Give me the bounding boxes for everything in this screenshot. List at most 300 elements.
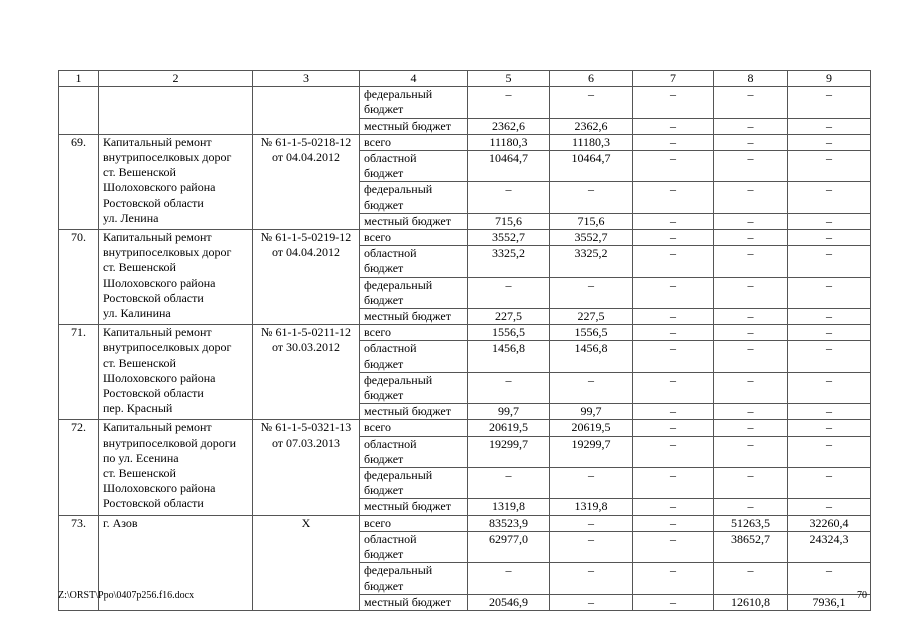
- cell-text: –: [588, 468, 594, 483]
- value-cell: [550, 118, 633, 134]
- value-cell: [550, 134, 633, 150]
- cell-text: всего: [364, 325, 392, 340]
- cell-text: –: [826, 182, 832, 197]
- value-cell: [550, 230, 633, 246]
- cell-text: бюджет: [364, 102, 404, 117]
- cell-text: –: [747, 134, 754, 149]
- cell-text: –: [747, 468, 754, 483]
- funding-source: [360, 499, 468, 515]
- value-cell: [714, 341, 788, 372]
- cell-text: 6: [588, 71, 594, 85]
- cell-text: 1556,5: [574, 325, 608, 340]
- value-cell: [468, 420, 550, 436]
- funding-source: [360, 420, 468, 436]
- cell-text: –: [670, 87, 676, 102]
- value-cell: [468, 531, 550, 562]
- cell-text: 5: [505, 71, 512, 85]
- value-cell: [788, 531, 871, 562]
- cell-text: –: [670, 230, 676, 245]
- cell-text: –: [826, 325, 832, 340]
- value-cell: [788, 309, 871, 325]
- cell-text: федеральный: [364, 563, 433, 578]
- value-cell: [550, 563, 633, 594]
- column-header: [633, 71, 714, 87]
- cell-text: Капитальный ремонт: [103, 325, 212, 340]
- cell-text: внутрипоселковых дорог: [103, 150, 232, 165]
- cell-text: –: [670, 436, 676, 451]
- document-ref: [253, 515, 360, 610]
- value-cell: [788, 87, 871, 118]
- cell-text: –: [826, 404, 832, 419]
- cell-text: –: [505, 563, 512, 578]
- document-ref: [253, 134, 360, 229]
- value-cell: [633, 151, 714, 182]
- value-cell: [468, 372, 550, 403]
- cell-text: –: [670, 309, 676, 324]
- cell-text: 227,5: [495, 309, 522, 324]
- value-cell: [633, 499, 714, 515]
- cell-text: 73.: [71, 515, 86, 530]
- cell-text: –: [670, 531, 676, 546]
- funding-source: [360, 515, 468, 531]
- cell-text: 72.: [71, 420, 86, 435]
- cell-text: Х: [301, 515, 311, 530]
- cell-text: –: [747, 151, 754, 166]
- value-cell: [788, 230, 871, 246]
- cell-text: Ростовской области: [103, 386, 204, 401]
- value-cell: [468, 118, 550, 134]
- cell-text: –: [747, 325, 754, 340]
- value-cell: [468, 499, 550, 515]
- cell-text: Шолоховского района: [103, 481, 216, 496]
- cell-text: 9: [826, 71, 832, 85]
- value-cell: [788, 515, 871, 531]
- value-cell: [550, 436, 633, 467]
- cell-text: –: [826, 118, 832, 133]
- cell-text: –: [747, 277, 754, 292]
- cell-text: 32260,4: [809, 515, 849, 530]
- cell-text: № 61-1-5-0218-12: [260, 134, 352, 149]
- value-cell: [788, 151, 871, 182]
- value-cell: [714, 372, 788, 403]
- value-cell: [550, 531, 633, 562]
- cell-text: ул. Ленина: [103, 210, 159, 225]
- cell-text: местный бюджет: [364, 309, 451, 324]
- cell-text: федеральный: [364, 182, 433, 197]
- item-name: [99, 134, 253, 229]
- column-header: [468, 71, 550, 87]
- cell-text: ст. Вешенской: [103, 260, 176, 275]
- value-cell: [550, 594, 633, 610]
- value-cell: [714, 499, 788, 515]
- cell-text: –: [588, 277, 594, 292]
- column-header: [788, 71, 871, 87]
- cell-text: 20619,5: [489, 420, 528, 435]
- cell-text: –: [826, 246, 832, 261]
- funding-source: [360, 563, 468, 594]
- cell-text: 10464,7: [489, 151, 528, 166]
- value-cell: [788, 277, 871, 308]
- value-cell: [633, 404, 714, 420]
- cell-text: –: [826, 436, 832, 451]
- value-cell: [714, 515, 788, 531]
- item-name: [99, 325, 253, 420]
- cell-text: –: [826, 213, 832, 228]
- value-cell: [550, 87, 633, 118]
- value-cell: [468, 594, 550, 610]
- value-cell: [633, 468, 714, 499]
- cell-text: 7: [670, 71, 676, 85]
- cell-text: пер. Красный: [103, 401, 173, 416]
- value-cell: [468, 277, 550, 308]
- value-cell: [633, 515, 714, 531]
- cell-text: бюджет: [364, 292, 404, 307]
- cell-text: бюджет: [364, 197, 404, 212]
- cell-text: –: [747, 246, 754, 261]
- value-cell: [714, 213, 788, 229]
- cell-text: –: [826, 341, 832, 356]
- table-row: [59, 420, 871, 436]
- funding-source: [360, 341, 468, 372]
- cell-text: местный бюджет: [364, 404, 451, 419]
- cell-text: № 61-1-5-0321-13: [260, 420, 352, 435]
- cell-text: –: [747, 309, 754, 324]
- cell-text: всего: [364, 420, 392, 435]
- value-cell: [633, 531, 714, 562]
- cell-text: внутрипоселковых дорог: [103, 245, 232, 260]
- cell-text: всего: [364, 515, 392, 530]
- cell-text: 11180,3: [489, 134, 528, 149]
- cell-text: 8: [747, 71, 754, 85]
- cell-text: –: [747, 372, 754, 387]
- value-cell: [633, 134, 714, 150]
- item-name: [99, 87, 253, 135]
- value-cell: [788, 213, 871, 229]
- cell-text: 1556,5: [492, 325, 525, 340]
- cell-text: –: [826, 499, 832, 514]
- funding-source: [360, 309, 468, 325]
- cell-text: Капитальный ремонт: [103, 134, 212, 149]
- value-cell: [468, 468, 550, 499]
- value-cell: [714, 230, 788, 246]
- cell-text: Шолоховского района: [103, 370, 216, 385]
- cell-text: внутрипоселковых дорог: [103, 340, 232, 355]
- document-ref: [253, 420, 360, 515]
- value-cell: [714, 563, 788, 594]
- funding-source: [360, 325, 468, 341]
- cell-text: –: [588, 563, 594, 578]
- cell-text: федеральный: [364, 87, 433, 102]
- item-name: [99, 230, 253, 325]
- cell-text: бюджет: [364, 388, 404, 403]
- cell-text: 19299,7: [571, 436, 611, 451]
- value-cell: [468, 230, 550, 246]
- value-cell: [788, 341, 871, 372]
- value-cell: [788, 182, 871, 213]
- value-cell: [468, 515, 550, 531]
- value-cell: [633, 372, 714, 403]
- cell-text: местный бюджет: [364, 213, 451, 228]
- value-cell: [714, 404, 788, 420]
- funding-source: [360, 230, 468, 246]
- item-number: [59, 87, 99, 135]
- cell-text: ст. Вешенской: [103, 165, 176, 180]
- funding-source: [360, 246, 468, 277]
- cell-text: –: [670, 277, 676, 292]
- cell-text: –: [505, 87, 512, 102]
- value-cell: [633, 118, 714, 134]
- value-cell: [550, 468, 633, 499]
- cell-text: –: [670, 213, 676, 228]
- value-cell: [468, 325, 550, 341]
- cell-text: Шолоховского района: [103, 275, 216, 290]
- cell-text: –: [747, 563, 754, 578]
- funding-source: [360, 151, 468, 182]
- value-cell: [714, 118, 788, 134]
- cell-text: внутрипоселковой дороги: [103, 435, 237, 450]
- cell-text: 69.: [71, 134, 86, 149]
- value-cell: [714, 531, 788, 562]
- value-cell: [550, 372, 633, 403]
- cell-text: –: [670, 468, 676, 483]
- item-name: [99, 420, 253, 515]
- cell-text: Ростовской области: [103, 290, 204, 305]
- value-cell: [468, 404, 550, 420]
- cell-text: –: [670, 563, 676, 578]
- funding-source: [360, 404, 468, 420]
- value-cell: [788, 134, 871, 150]
- cell-text: 227,5: [577, 309, 605, 324]
- cell-text: –: [505, 468, 512, 483]
- cell-text: –: [670, 499, 676, 514]
- value-cell: [714, 594, 788, 610]
- item-number: [59, 134, 99, 229]
- cell-text: –: [505, 277, 512, 292]
- cell-text: федеральный: [364, 277, 433, 292]
- cell-text: федеральный: [364, 372, 433, 387]
- cell-text: 2: [172, 71, 179, 85]
- value-cell: [550, 341, 633, 372]
- cell-text: 3552,7: [574, 230, 608, 245]
- budget-table: [58, 70, 871, 611]
- value-cell: [550, 151, 633, 182]
- value-cell: [633, 436, 714, 467]
- value-cell: [788, 372, 871, 403]
- cell-text: –: [826, 372, 832, 387]
- cell-text: от 30.03.2012: [271, 340, 341, 355]
- value-cell: [468, 213, 550, 229]
- funding-source: [360, 594, 468, 610]
- item-number: [59, 420, 99, 515]
- value-cell: [550, 515, 633, 531]
- value-cell: [633, 309, 714, 325]
- cell-text: 83523,9: [489, 515, 528, 530]
- cell-text: –: [826, 277, 832, 292]
- value-cell: [550, 420, 633, 436]
- column-header: [360, 71, 468, 87]
- cell-text: –: [588, 372, 594, 387]
- cell-text: 20619,5: [571, 420, 611, 435]
- value-cell: [468, 151, 550, 182]
- cell-text: Капитальный ремонт: [103, 230, 212, 245]
- value-cell: [550, 213, 633, 229]
- cell-text: областной: [364, 151, 417, 166]
- cell-text: 715,6: [495, 213, 522, 228]
- value-cell: [633, 182, 714, 213]
- value-cell: [714, 151, 788, 182]
- cell-text: бюджет: [364, 261, 404, 276]
- cell-text: 1319,8: [574, 499, 608, 514]
- value-cell: [633, 230, 714, 246]
- document-ref: [253, 87, 360, 135]
- cell-text: ст. Вешенской: [103, 355, 176, 370]
- cell-text: –: [747, 213, 754, 228]
- funding-source: [360, 372, 468, 403]
- cell-text: бюджет: [364, 451, 404, 466]
- table-row: [59, 325, 871, 341]
- column-header: [59, 71, 99, 87]
- item-number: [59, 230, 99, 325]
- cell-text: 1: [75, 71, 82, 85]
- value-cell: [714, 309, 788, 325]
- cell-text: –: [747, 87, 754, 102]
- cell-text: Ростовской области: [103, 496, 204, 511]
- cell-text: 3: [303, 71, 309, 85]
- cell-text: 70.: [71, 230, 86, 245]
- value-cell: [550, 246, 633, 277]
- cell-text: –: [670, 182, 676, 197]
- value-cell: [788, 325, 871, 341]
- cell-text: –: [747, 420, 754, 435]
- value-cell: [714, 134, 788, 150]
- value-cell: [788, 118, 871, 134]
- cell-text: 1456,8: [492, 341, 525, 356]
- cell-text: от 04.04.2012: [271, 150, 341, 165]
- cell-text: 715,6: [577, 213, 605, 228]
- cell-text: 2362,6: [492, 118, 525, 133]
- value-cell: [468, 246, 550, 277]
- value-cell: [550, 404, 633, 420]
- value-cell: [788, 246, 871, 277]
- table-row: [59, 230, 871, 246]
- funding-source: [360, 436, 468, 467]
- file-path: Z:\ORST\Ppo\0407p256.f16.docx: [58, 590, 195, 601]
- cell-text: –: [747, 341, 754, 356]
- cell-text: 99,7: [498, 404, 519, 419]
- cell-text: –: [826, 420, 832, 435]
- value-cell: [633, 563, 714, 594]
- cell-text: 19299,7: [489, 436, 528, 451]
- cell-text: –: [588, 531, 594, 546]
- cell-text: –: [670, 246, 676, 261]
- cell-text: 12610,8: [731, 594, 770, 609]
- funding-source: [360, 277, 468, 308]
- cell-text: –: [588, 182, 594, 197]
- cell-text: –: [670, 594, 676, 609]
- cell-text: 3325,2: [574, 246, 608, 261]
- cell-text: г. Азов: [103, 515, 138, 530]
- column-header: [714, 71, 788, 87]
- value-cell: [788, 499, 871, 515]
- cell-text: областной: [364, 246, 417, 261]
- cell-text: 38652,7: [731, 531, 770, 546]
- value-cell: [468, 87, 550, 118]
- cell-text: 3325,2: [492, 246, 525, 261]
- value-cell: [550, 309, 633, 325]
- cell-text: –: [670, 420, 676, 435]
- value-cell: [714, 277, 788, 308]
- document-ref: [253, 230, 360, 325]
- cell-text: –: [670, 404, 676, 419]
- cell-text: бюджет: [364, 483, 404, 498]
- value-cell: [633, 87, 714, 118]
- value-cell: [468, 563, 550, 594]
- value-cell: [788, 404, 871, 420]
- cell-text: бюджет: [364, 166, 404, 181]
- cell-text: № 61-1-5-0211-12: [261, 325, 351, 340]
- value-cell: [468, 436, 550, 467]
- funding-source: [360, 118, 468, 134]
- item-number: [59, 325, 99, 420]
- cell-text: –: [747, 182, 754, 197]
- column-header: [550, 71, 633, 87]
- header-row: [59, 71, 871, 87]
- cell-text: 24324,3: [809, 531, 849, 546]
- cell-text: –: [747, 118, 754, 133]
- funding-source: [360, 134, 468, 150]
- cell-text: –: [826, 151, 832, 166]
- cell-text: –: [747, 436, 754, 451]
- cell-text: № 61-1-5-0219-12: [260, 230, 352, 245]
- cell-text: 1456,8: [574, 341, 608, 356]
- cell-text: местный бюджет: [364, 594, 451, 609]
- cell-text: 10464,7: [571, 151, 611, 166]
- table-row: [59, 87, 871, 118]
- cell-text: областной: [364, 531, 417, 546]
- cell-text: –: [670, 118, 676, 133]
- value-cell: [468, 182, 550, 213]
- value-cell: [714, 436, 788, 467]
- value-cell: [633, 213, 714, 229]
- cell-text: ул. Калинина: [103, 306, 171, 321]
- value-cell: [468, 341, 550, 372]
- page-number: 70: [857, 590, 867, 601]
- cell-text: –: [670, 151, 676, 166]
- cell-text: всего: [364, 230, 392, 245]
- cell-text: бюджет: [364, 547, 404, 562]
- value-cell: [633, 325, 714, 341]
- cell-text: Шолоховского района: [103, 180, 216, 195]
- value-cell: [633, 246, 714, 277]
- value-cell: [550, 499, 633, 515]
- value-cell: [714, 468, 788, 499]
- funding-source: [360, 87, 468, 118]
- cell-text: 7936,1: [812, 594, 846, 609]
- cell-text: местный бюджет: [364, 118, 451, 133]
- value-cell: [788, 420, 871, 436]
- cell-text: 4: [410, 71, 417, 85]
- funding-source: [360, 531, 468, 562]
- cell-text: 2362,6: [574, 118, 608, 133]
- cell-text: –: [826, 230, 832, 245]
- column-header: [99, 71, 253, 87]
- value-cell: [788, 468, 871, 499]
- table-row: [59, 515, 871, 531]
- document-ref: [253, 325, 360, 420]
- cell-text: 3552,7: [492, 230, 525, 245]
- cell-text: Ростовской области: [103, 195, 204, 210]
- cell-text: –: [670, 372, 676, 387]
